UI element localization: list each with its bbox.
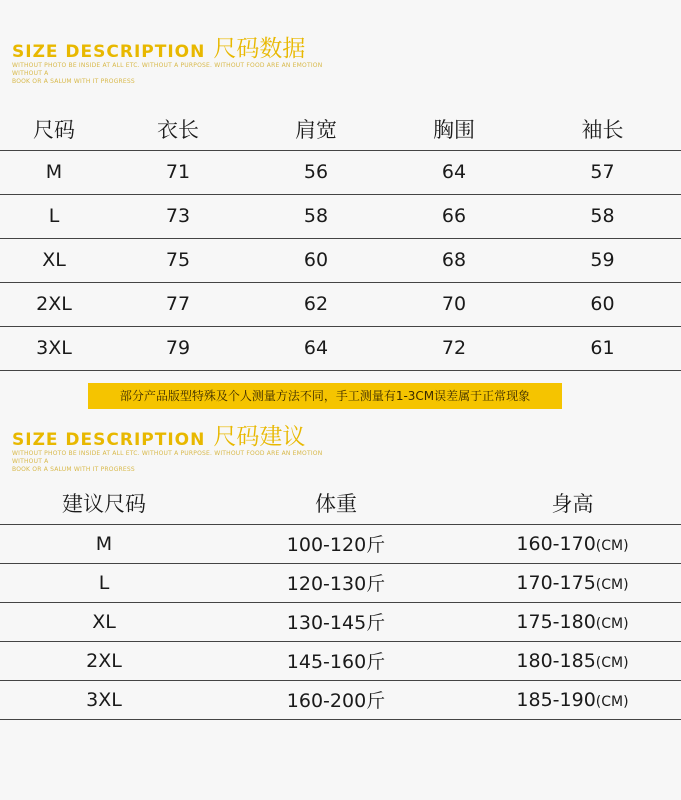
- cell-chest: 68: [384, 238, 524, 282]
- cell-height: [464, 602, 681, 641]
- table-header-row: [0, 482, 681, 524]
- cell-weight: 100-120斤: [208, 524, 464, 563]
- cell-chest: 66: [384, 194, 524, 238]
- cell-weight: 130-145斤: [208, 602, 464, 641]
- table-header-row: [0, 104, 681, 150]
- table-row: [0, 326, 681, 370]
- cell-sleeve: 59: [524, 238, 681, 282]
- height-value: 185-190: [516, 688, 596, 711]
- header-tagline-line2: BOOK OR A SALUM WITH IT PROGRESS: [12, 78, 135, 85]
- cell-height: [464, 641, 681, 680]
- cell-size: 3XL: [0, 326, 108, 370]
- cell-shoulder: 62: [248, 282, 384, 326]
- cell-weight: 160-200斤: [208, 680, 464, 719]
- cell-size: 2XL: [0, 282, 108, 326]
- header-tagline-line1: WITHOUT PHOTO BE INSIDE AT ALL ETC. WITHOUT A PURPOSE. WITHOUT FOOD ARE AN EMOTION WITHOUT A: [12, 62, 323, 77]
- size-suggestion-table: [0, 482, 681, 720]
- cell-size: XL: [0, 602, 208, 641]
- measurement-notice-banner: 部分产品版型特殊及个人测量方法不同，手工测量有1-3CM误差属于正常现象: [88, 383, 562, 409]
- table-row: [0, 680, 681, 719]
- cell-shoulder: 56: [248, 150, 384, 194]
- table-row: [0, 641, 681, 680]
- cell-weight: 145-160斤: [208, 641, 464, 680]
- cell-size: 3XL: [0, 680, 208, 719]
- cell-sleeve: 61: [524, 326, 681, 370]
- table-row: [0, 524, 681, 563]
- height-value: 170-175: [516, 571, 596, 594]
- header-height: 身高: [551, 491, 594, 516]
- header-tagline-line2: BOOK OR A SALUM WITH IT PROGRESS: [12, 466, 135, 473]
- table-row: [0, 194, 681, 238]
- cell-chest: 64: [384, 150, 524, 194]
- header-length: 衣长: [157, 117, 199, 142]
- cell-chest: 70: [384, 282, 524, 326]
- height-unit: (CM): [595, 654, 629, 671]
- cell-shoulder: 58: [248, 194, 384, 238]
- cell-length: 79: [108, 326, 248, 370]
- size-measurement-table: [0, 104, 681, 371]
- cell-size: XL: [0, 238, 108, 282]
- cell-size: M: [0, 150, 108, 194]
- header-weight: 体重: [315, 491, 357, 516]
- header-shoulder: 肩宽: [295, 117, 337, 142]
- height-value: 175-180: [516, 610, 596, 633]
- cell-shoulder: 64: [248, 326, 384, 370]
- header-tagline-line1: WITHOUT PHOTO BE INSIDE AT ALL ETC. WITHOUT A PURPOSE. WITHOUT FOOD ARE AN EMOTION WITHOUT A: [12, 450, 323, 465]
- cell-size: L: [0, 194, 108, 238]
- cell-size: M: [0, 524, 208, 563]
- table-row: [0, 150, 681, 194]
- cell-height: [464, 524, 681, 563]
- height-unit: (CM): [595, 537, 629, 554]
- cell-length: 71: [108, 150, 248, 194]
- table-row: [0, 563, 681, 602]
- header-suggested-size: 建议尺码: [62, 491, 146, 516]
- cell-height: [464, 563, 681, 602]
- size-data-title-zh: 尺码数据: [213, 36, 306, 62]
- header-chest: 胸围: [433, 117, 475, 142]
- cell-weight: 120-130斤: [208, 563, 464, 602]
- header-sleeve: 袖长: [581, 117, 624, 142]
- height-unit: (CM): [595, 693, 629, 710]
- cell-length: 77: [108, 282, 248, 326]
- cell-shoulder: 60: [248, 238, 384, 282]
- table-row: [0, 602, 681, 641]
- size-description-title: SIZE DESCRIPTION: [12, 430, 206, 450]
- header-size: 尺码: [33, 117, 75, 142]
- size-data-header: [12, 36, 342, 86]
- cell-size: L: [0, 563, 208, 602]
- height-unit: (CM): [595, 615, 629, 632]
- table-row: [0, 238, 681, 282]
- cell-height: [464, 680, 681, 719]
- size-suggestion-title-zh: 尺码建议: [213, 424, 306, 450]
- height-value: 180-185: [516, 649, 596, 672]
- height-unit: (CM): [595, 576, 629, 593]
- height-value: 160-170: [516, 532, 596, 555]
- table-row: [0, 282, 681, 326]
- cell-sleeve: 58: [524, 194, 681, 238]
- size-description-title: SIZE DESCRIPTION: [12, 42, 206, 62]
- cell-length: 73: [108, 194, 248, 238]
- cell-length: 75: [108, 238, 248, 282]
- cell-sleeve: 57: [524, 150, 681, 194]
- cell-sleeve: 60: [524, 282, 681, 326]
- cell-chest: 72: [384, 326, 524, 370]
- size-suggestion-header: [12, 424, 342, 474]
- cell-size: 2XL: [0, 641, 208, 680]
